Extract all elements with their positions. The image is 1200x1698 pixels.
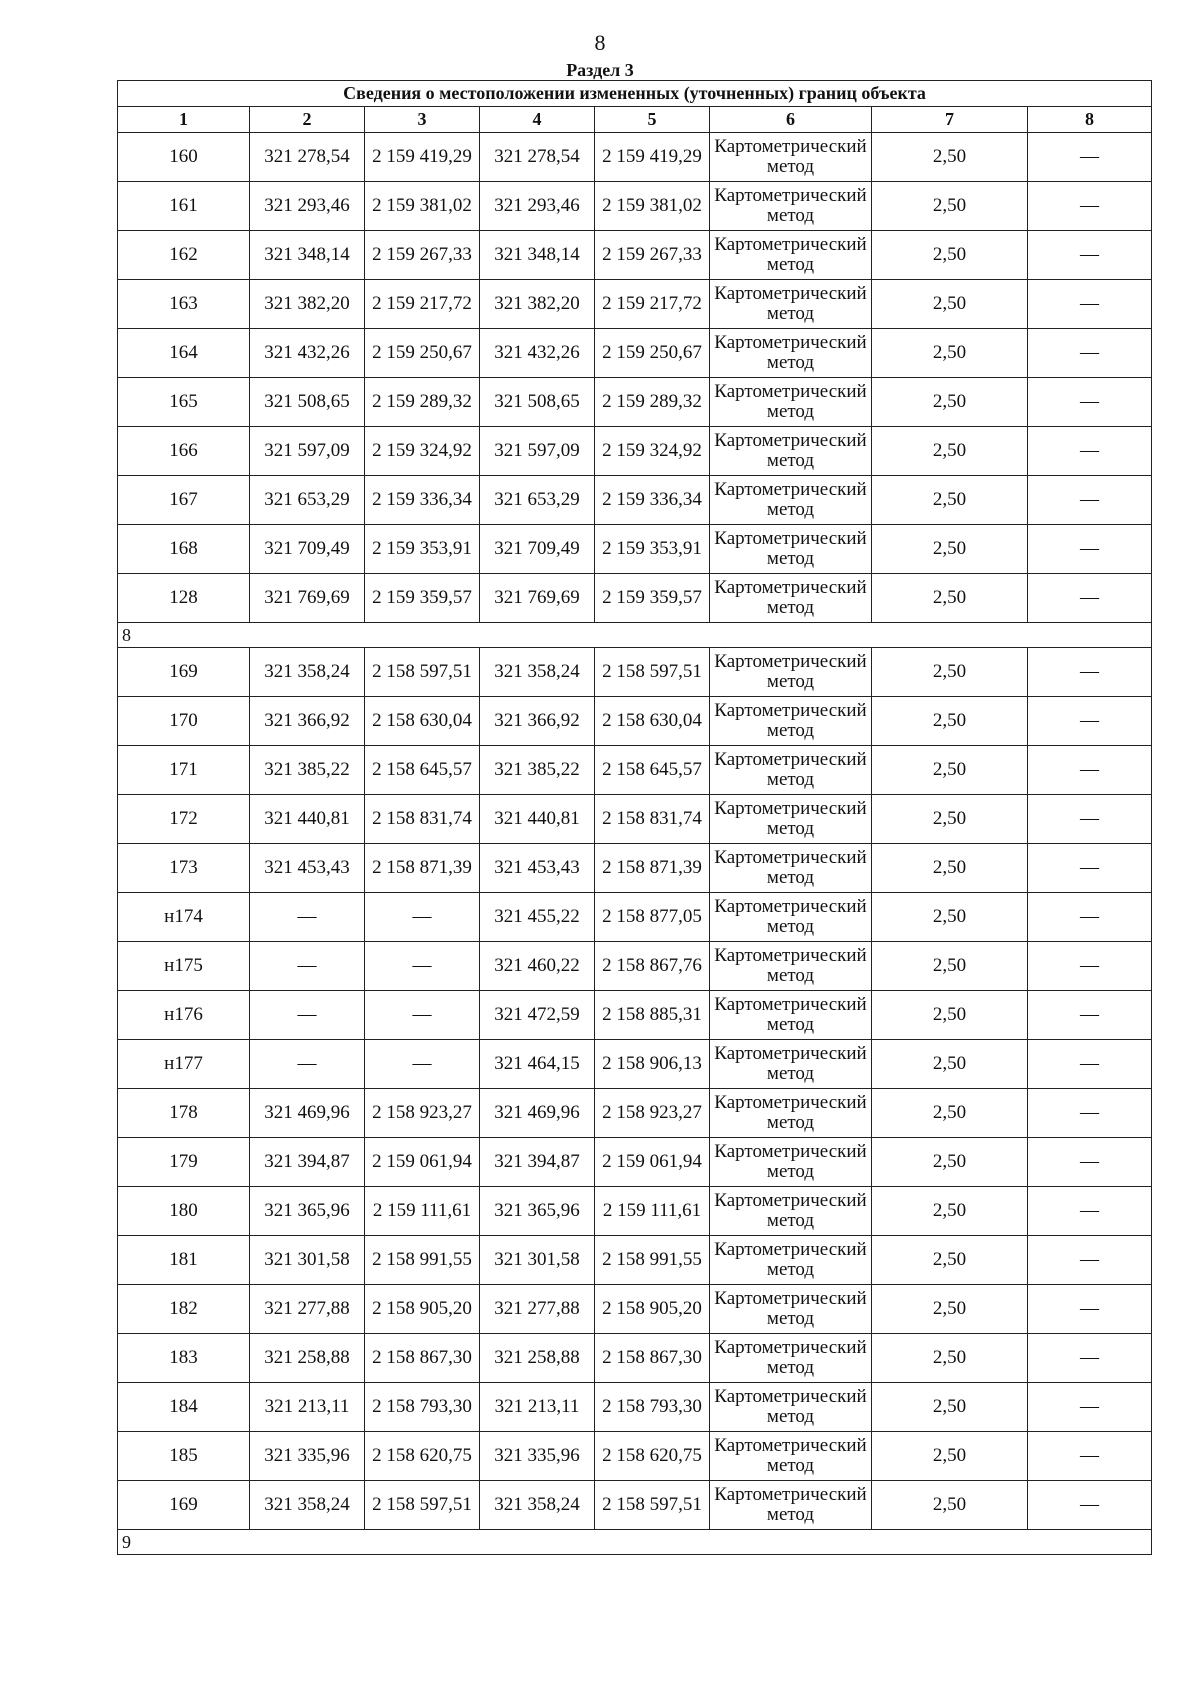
cell-accuracy: 2,50 — [872, 378, 1028, 427]
cell-description: — — [1028, 746, 1152, 795]
cell-description: — — [1028, 1432, 1152, 1481]
cell-old-x: 321 597,09 — [250, 427, 365, 476]
cell-point-number: 164 — [118, 329, 250, 378]
cell-old-x: — — [250, 1040, 365, 1089]
cell-method: Картометрический метод — [710, 746, 872, 795]
cell-new-x: 321 258,88 — [480, 1334, 595, 1383]
cell-accuracy: 2,50 — [872, 1432, 1028, 1481]
table-row — [118, 427, 1152, 476]
cell-new-y: 2 159 267,33 — [595, 231, 710, 280]
table-row — [118, 133, 1152, 182]
cell-new-y: 2 159 217,72 — [595, 280, 710, 329]
cell-method: Картометрический метод — [710, 991, 872, 1040]
cell-accuracy: 2,50 — [872, 1334, 1028, 1383]
cell-accuracy: 2,50 — [872, 329, 1028, 378]
cell-accuracy: 2,50 — [872, 648, 1028, 697]
cell-old-x: 321 394,87 — [250, 1138, 365, 1187]
cell-description: — — [1028, 1481, 1152, 1530]
cell-new-x: 321 460,22 — [480, 942, 595, 991]
cell-new-x: 321 348,14 — [480, 231, 595, 280]
column-number: 5 — [595, 107, 710, 133]
column-number: 4 — [480, 107, 595, 133]
cell-accuracy: 2,50 — [872, 1138, 1028, 1187]
cell-point-number: 128 — [118, 574, 250, 623]
cell-new-x: 321 366,92 — [480, 697, 595, 746]
cell-accuracy: 2,50 — [872, 1040, 1028, 1089]
cell-description: — — [1028, 648, 1152, 697]
cell-point-number: н176 — [118, 991, 250, 1040]
cell-new-y: 2 158 620,75 — [595, 1432, 710, 1481]
cell-old-y: 2 159 353,91 — [365, 525, 480, 574]
cell-new-y: 2 158 597,51 — [595, 648, 710, 697]
cell-new-x: 321 469,96 — [480, 1089, 595, 1138]
cell-old-y: 2 159 250,67 — [365, 329, 480, 378]
cell-point-number: 165 — [118, 378, 250, 427]
cell-point-number: 169 — [118, 1481, 250, 1530]
cell-point-number: 183 — [118, 1334, 250, 1383]
cell-old-y: 2 159 111,61 — [365, 1187, 480, 1236]
cell-accuracy: 2,50 — [872, 133, 1028, 182]
table-row — [118, 1187, 1152, 1236]
cell-description: — — [1028, 893, 1152, 942]
cell-old-y: 2 158 905,20 — [365, 1285, 480, 1334]
cell-accuracy: 2,50 — [872, 1285, 1028, 1334]
table-row — [118, 991, 1152, 1040]
cell-old-x: 321 508,65 — [250, 378, 365, 427]
cell-new-y: 2 159 111,61 — [595, 1187, 710, 1236]
cell-description: — — [1028, 574, 1152, 623]
table-row — [118, 1040, 1152, 1089]
cell-new-x: 321 277,88 — [480, 1285, 595, 1334]
cell-new-y: 2 158 831,74 — [595, 795, 710, 844]
cell-method: Картометрический метод — [710, 1285, 872, 1334]
cell-point-number: 171 — [118, 746, 250, 795]
cell-new-y: 2 158 645,57 — [595, 746, 710, 795]
cell-old-x: 321 432,26 — [250, 329, 365, 378]
cell-accuracy: 2,50 — [872, 844, 1028, 893]
cell-accuracy: 2,50 — [872, 795, 1028, 844]
cell-old-y: 2 159 267,33 — [365, 231, 480, 280]
cell-old-x: 321 213,11 — [250, 1383, 365, 1432]
cell-old-y: 2 159 324,92 — [365, 427, 480, 476]
column-number: 8 — [1028, 107, 1152, 133]
table-row — [118, 280, 1152, 329]
cell-point-number: 172 — [118, 795, 250, 844]
cell-old-y: 2 158 597,51 — [365, 1481, 480, 1530]
cell-old-x: 321 258,88 — [250, 1334, 365, 1383]
cell-accuracy: 2,50 — [872, 525, 1028, 574]
cell-accuracy: 2,50 — [872, 1236, 1028, 1285]
table-row — [118, 648, 1152, 697]
cell-new-y: 2 159 353,91 — [595, 525, 710, 574]
table-row — [118, 1285, 1152, 1334]
column-number: 1 — [118, 107, 250, 133]
cell-point-number: 169 — [118, 648, 250, 697]
cell-new-y: 2 158 630,04 — [595, 697, 710, 746]
table-row — [118, 182, 1152, 231]
cell-old-x: 321 709,49 — [250, 525, 365, 574]
cell-method: Картометрический метод — [710, 1236, 872, 1285]
cell-description: — — [1028, 182, 1152, 231]
cell-new-x: 321 213,11 — [480, 1383, 595, 1432]
table-row — [118, 476, 1152, 525]
cell-method: Картометрический метод — [710, 329, 872, 378]
table-caption-row — [118, 81, 1152, 107]
table-row — [118, 1334, 1152, 1383]
cell-method: Картометрический метод — [710, 133, 872, 182]
cell-new-x: 321 472,59 — [480, 991, 595, 1040]
cell-method: Картометрический метод — [710, 1089, 872, 1138]
cell-accuracy: 2,50 — [872, 746, 1028, 795]
cell-old-y: 2 158 793,30 — [365, 1383, 480, 1432]
cell-point-number: 173 — [118, 844, 250, 893]
column-number: 6 — [710, 107, 872, 133]
cell-point-number: 161 — [118, 182, 250, 231]
cell-method: Картометрический метод — [710, 648, 872, 697]
cell-new-y: 2 158 991,55 — [595, 1236, 710, 1285]
cell-accuracy: 2,50 — [872, 280, 1028, 329]
table-row — [118, 1481, 1152, 1530]
table-row — [118, 231, 1152, 280]
column-number: 3 — [365, 107, 480, 133]
table-row — [118, 574, 1152, 623]
cell-new-y: 2 158 905,20 — [595, 1285, 710, 1334]
column-number-row — [118, 107, 1152, 133]
table-row — [118, 844, 1152, 893]
cell-old-y: 2 158 620,75 — [365, 1432, 480, 1481]
page-number: 8 — [594, 30, 606, 55]
cell-new-x: 321 597,09 — [480, 427, 595, 476]
column-number: 2 — [250, 107, 365, 133]
cell-old-y: 2 158 597,51 — [365, 648, 480, 697]
cell-accuracy: 2,50 — [872, 697, 1028, 746]
cell-new-x: 321 709,49 — [480, 525, 595, 574]
cell-old-x: 321 277,88 — [250, 1285, 365, 1334]
cell-point-number: 162 — [118, 231, 250, 280]
cell-new-y: 2 158 597,51 — [595, 1481, 710, 1530]
cell-new-x: 321 358,24 — [480, 1481, 595, 1530]
cell-new-x: 321 335,96 — [480, 1432, 595, 1481]
cell-method: Картометрический метод — [710, 893, 872, 942]
table-row — [118, 942, 1152, 991]
cell-description: — — [1028, 1383, 1152, 1432]
cell-point-number: 166 — [118, 427, 250, 476]
cell-old-y: — — [365, 1040, 480, 1089]
cell-point-number: 178 — [118, 1089, 250, 1138]
cell-point-number: 163 — [118, 280, 250, 329]
cell-accuracy: 2,50 — [872, 1383, 1028, 1432]
cell-new-x: 321 278,54 — [480, 133, 595, 182]
cell-accuracy: 2,50 — [872, 476, 1028, 525]
cell-point-number: 160 — [118, 133, 250, 182]
cell-new-x: 321 508,65 — [480, 378, 595, 427]
cell-old-x: 321 469,96 — [250, 1089, 365, 1138]
cell-new-y: 2 159 289,32 — [595, 378, 710, 427]
cell-accuracy: 2,50 — [872, 1481, 1028, 1530]
cell-old-x: — — [250, 893, 365, 942]
table-row — [118, 329, 1152, 378]
cell-new-y: 2 159 061,94 — [595, 1138, 710, 1187]
section-title: Раздел 3 — [566, 60, 634, 80]
cell-point-number: 181 — [118, 1236, 250, 1285]
cell-old-y: 2 159 419,29 — [365, 133, 480, 182]
table-row — [118, 1089, 1152, 1138]
cell-old-y: 2 158 630,04 — [365, 697, 480, 746]
cell-old-x: 321 293,46 — [250, 182, 365, 231]
cell-accuracy: 2,50 — [872, 942, 1028, 991]
cell-new-x: 321 358,24 — [480, 648, 595, 697]
table-row — [118, 697, 1152, 746]
cell-point-number: 168 — [118, 525, 250, 574]
cell-new-y: 2 159 359,57 — [595, 574, 710, 623]
cell-new-y: 2 159 324,92 — [595, 427, 710, 476]
cell-method: Картометрический метод — [710, 427, 872, 476]
cell-point-number: 170 — [118, 697, 250, 746]
cell-new-x: 321 293,46 — [480, 182, 595, 231]
cell-new-x: 321 769,69 — [480, 574, 595, 623]
cell-old-x: 321 385,22 — [250, 746, 365, 795]
cell-new-y: 2 158 871,39 — [595, 844, 710, 893]
table-row — [118, 795, 1152, 844]
cell-description: — — [1028, 1285, 1152, 1334]
cell-point-number: н177 — [118, 1040, 250, 1089]
cell-method: Картометрический метод — [710, 476, 872, 525]
table-row — [118, 746, 1152, 795]
contour-label-row — [118, 623, 1152, 648]
contour-label: 9 — [118, 1530, 1152, 1555]
cell-new-y: 2 159 381,02 — [595, 182, 710, 231]
cell-old-y: 2 158 867,30 — [365, 1334, 480, 1383]
cell-new-x: 321 385,22 — [480, 746, 595, 795]
cell-old-y: 2 159 217,72 — [365, 280, 480, 329]
cell-description: — — [1028, 942, 1152, 991]
cell-description: — — [1028, 1236, 1152, 1285]
cell-point-number: 184 — [118, 1383, 250, 1432]
boundary-coordinates-table — [117, 80, 1152, 1555]
cell-old-y: — — [365, 991, 480, 1040]
cell-old-x: 321 769,69 — [250, 574, 365, 623]
cell-new-y: 2 159 419,29 — [595, 133, 710, 182]
cell-method: Картометрический метод — [710, 280, 872, 329]
cell-new-x: 321 453,43 — [480, 844, 595, 893]
cell-new-x: 321 394,87 — [480, 1138, 595, 1187]
column-number: 7 — [872, 107, 1028, 133]
cell-old-x: 321 440,81 — [250, 795, 365, 844]
cell-old-y: 2 159 336,34 — [365, 476, 480, 525]
cell-old-y: 2 159 061,94 — [365, 1138, 480, 1187]
cell-old-y: 2 159 381,02 — [365, 182, 480, 231]
cell-new-x: 321 382,20 — [480, 280, 595, 329]
cell-old-y: 2 158 831,74 — [365, 795, 480, 844]
cell-description: — — [1028, 795, 1152, 844]
cell-method: Картометрический метод — [710, 378, 872, 427]
cell-method: Картометрический метод — [710, 697, 872, 746]
table-row — [118, 893, 1152, 942]
cell-method: Картометрический метод — [710, 1138, 872, 1187]
cell-description: — — [1028, 1138, 1152, 1187]
cell-method: Картометрический метод — [710, 182, 872, 231]
cell-old-x: 321 278,54 — [250, 133, 365, 182]
table-row — [118, 525, 1152, 574]
cell-accuracy: 2,50 — [872, 231, 1028, 280]
contour-label: 8 — [118, 623, 1152, 648]
cell-old-x: 321 653,29 — [250, 476, 365, 525]
cell-old-y: — — [365, 893, 480, 942]
cell-new-y: 2 159 336,34 — [595, 476, 710, 525]
cell-new-x: 321 455,22 — [480, 893, 595, 942]
cell-old-y: 2 158 991,55 — [365, 1236, 480, 1285]
cell-new-y: 2 158 877,05 — [595, 893, 710, 942]
cell-description: — — [1028, 231, 1152, 280]
cell-old-y: 2 159 359,57 — [365, 574, 480, 623]
contour-label-row — [118, 1530, 1152, 1555]
cell-accuracy: 2,50 — [872, 991, 1028, 1040]
cell-new-y: 2 158 885,31 — [595, 991, 710, 1040]
cell-old-y: 2 159 289,32 — [365, 378, 480, 427]
cell-method: Картометрический метод — [710, 231, 872, 280]
cell-method: Картометрический метод — [710, 1383, 872, 1432]
cell-old-x: 321 366,92 — [250, 697, 365, 746]
cell-point-number: 179 — [118, 1138, 250, 1187]
cell-method: Картометрический метод — [710, 795, 872, 844]
table-row — [118, 1383, 1152, 1432]
table-caption: Сведения о местоположении измененных (уточненных) границ объекта — [118, 81, 1152, 107]
cell-new-x: 321 653,29 — [480, 476, 595, 525]
cell-old-x: — — [250, 991, 365, 1040]
cell-old-y: 2 158 645,57 — [365, 746, 480, 795]
cell-method: Картометрический метод — [710, 574, 872, 623]
cell-point-number: 167 — [118, 476, 250, 525]
cell-description: — — [1028, 329, 1152, 378]
cell-description: — — [1028, 991, 1152, 1040]
cell-description: — — [1028, 280, 1152, 329]
cell-method: Картометрический метод — [710, 1040, 872, 1089]
cell-old-x: 321 335,96 — [250, 1432, 365, 1481]
cell-new-x: 321 432,26 — [480, 329, 595, 378]
cell-old-x: 321 382,20 — [250, 280, 365, 329]
cell-description: — — [1028, 844, 1152, 893]
cell-new-y: 2 158 906,13 — [595, 1040, 710, 1089]
cell-description: — — [1028, 133, 1152, 182]
cell-method: Картометрический метод — [710, 1187, 872, 1236]
cell-new-x: 321 301,58 — [480, 1236, 595, 1285]
cell-new-x: 321 365,96 — [480, 1187, 595, 1236]
cell-method: Картометрический метод — [710, 1432, 872, 1481]
cell-description: — — [1028, 476, 1152, 525]
cell-description: — — [1028, 378, 1152, 427]
table-row — [118, 1138, 1152, 1187]
cell-method: Картометрический метод — [710, 1481, 872, 1530]
cell-old-x: 321 358,24 — [250, 1481, 365, 1530]
cell-old-x: 321 358,24 — [250, 648, 365, 697]
cell-method: Картометрический метод — [710, 844, 872, 893]
cell-accuracy: 2,50 — [872, 893, 1028, 942]
cell-new-y: 2 158 793,30 — [595, 1383, 710, 1432]
cell-old-x: 321 301,58 — [250, 1236, 365, 1285]
cell-old-x: 321 365,96 — [250, 1187, 365, 1236]
cell-new-y: 2 159 250,67 — [595, 329, 710, 378]
cell-method: Картометрический метод — [710, 525, 872, 574]
cell-point-number: н174 — [118, 893, 250, 942]
cell-old-y: — — [365, 942, 480, 991]
cell-accuracy: 2,50 — [872, 574, 1028, 623]
cell-new-y: 2 158 867,76 — [595, 942, 710, 991]
cell-point-number: 180 — [118, 1187, 250, 1236]
cell-description: — — [1028, 1187, 1152, 1236]
cell-method: Картометрический метод — [710, 942, 872, 991]
table-row — [118, 1236, 1152, 1285]
cell-old-y: 2 158 871,39 — [365, 844, 480, 893]
cell-accuracy: 2,50 — [872, 1089, 1028, 1138]
cell-point-number: н175 — [118, 942, 250, 991]
cell-description: — — [1028, 1089, 1152, 1138]
cell-accuracy: 2,50 — [872, 1187, 1028, 1236]
cell-description: — — [1028, 1040, 1152, 1089]
cell-old-x: 321 453,43 — [250, 844, 365, 893]
cell-description: — — [1028, 697, 1152, 746]
cell-old-x: — — [250, 942, 365, 991]
cell-description: — — [1028, 525, 1152, 574]
cell-accuracy: 2,50 — [872, 427, 1028, 476]
cell-point-number: 185 — [118, 1432, 250, 1481]
cell-old-y: 2 158 923,27 — [365, 1089, 480, 1138]
cell-new-x: 321 464,15 — [480, 1040, 595, 1089]
table-row — [118, 1432, 1152, 1481]
cell-description: — — [1028, 1334, 1152, 1383]
cell-new-y: 2 158 867,30 — [595, 1334, 710, 1383]
cell-description: — — [1028, 427, 1152, 476]
cell-accuracy: 2,50 — [872, 182, 1028, 231]
table-row — [118, 378, 1152, 427]
cell-old-x: 321 348,14 — [250, 231, 365, 280]
cell-point-number: 182 — [118, 1285, 250, 1334]
cell-method: Картометрический метод — [710, 1334, 872, 1383]
cell-new-x: 321 440,81 — [480, 795, 595, 844]
cell-new-y: 2 158 923,27 — [595, 1089, 710, 1138]
